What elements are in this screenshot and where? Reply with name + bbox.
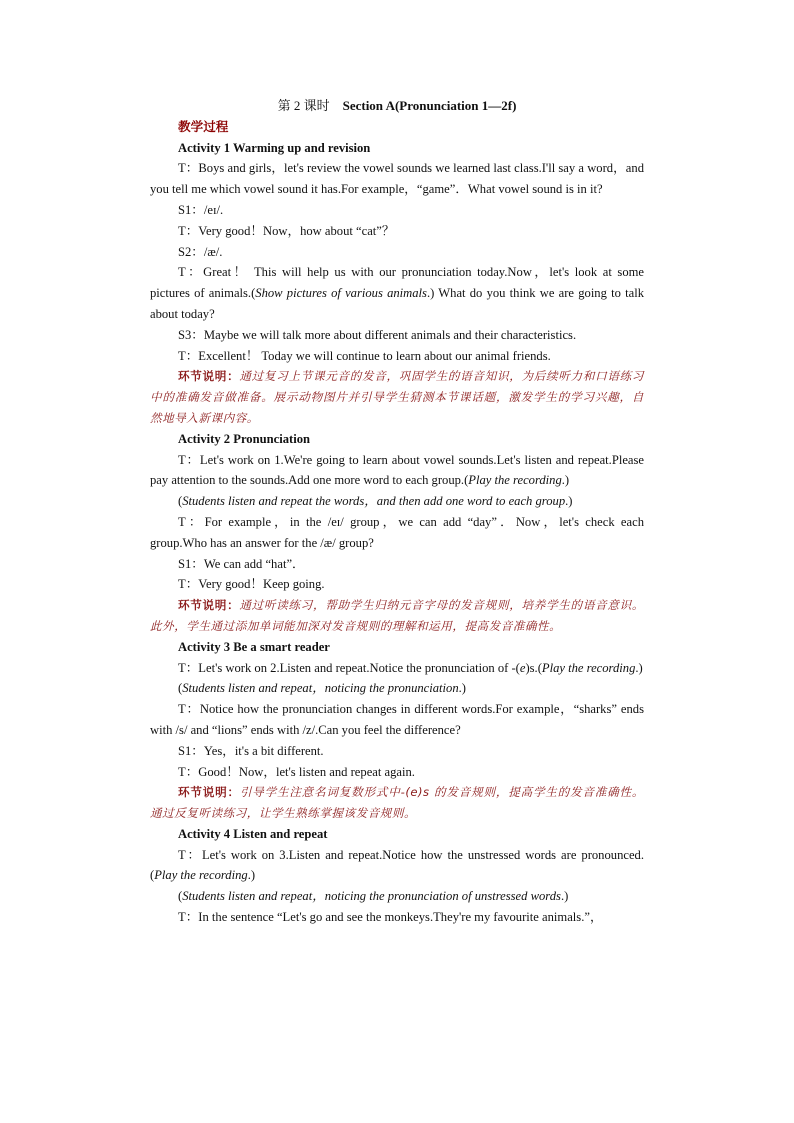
- note-text: 通过听读练习，帮助学生归纳元音字母的发音规则，培养学生的语音意识。此外，学生通过添加单词能加深对发音规则的理解和运用，提高发音准确性。: [150, 598, 644, 633]
- text-run: T：Notice how the pronunciation changes in different words.For example，“sharks” ends with /s/ and “lions” ends with /z/.Can you feel the difference?: [150, 702, 644, 737]
- note-label: 环节说明：: [178, 369, 240, 384]
- text-run: .): [560, 889, 569, 904]
- dialogue-line: [150, 845, 644, 887]
- dialogue-line: [150, 658, 644, 679]
- text-run: (: [178, 889, 183, 904]
- text-run: .): [635, 660, 643, 675]
- text-run: .): [458, 681, 466, 696]
- text-run: S2：/æ/.: [178, 244, 223, 259]
- text-run: (: [178, 494, 183, 509]
- text-run: .) What do you think we are going to talk about today?: [150, 286, 644, 321]
- italic-direction: e: [519, 660, 526, 675]
- dialogue-line: [150, 574, 644, 595]
- note-label: 环节说明：: [178, 785, 240, 800]
- text-run: .): [561, 473, 570, 488]
- note-text: 通过复习上节课元音的发音，巩固学生的语音知识，为后续听力和口语练习中的准确发音做准备。展示动物图片并引导学生猜测本节课话题，激发学生的学习兴趣，自然地导入新课内容。: [150, 369, 644, 425]
- dialogue-line: [150, 741, 644, 762]
- text-run: T：Let's work on 2.Listen and repeat.Notice the pronunciation of -(: [178, 660, 520, 675]
- activity-heading: Activity 2 Pronunciation: [178, 431, 311, 446]
- dialogue-line: [150, 886, 644, 907]
- text-run: T：Very good！Now，how about “cat”？: [178, 223, 395, 238]
- activity-heading: Activity 1 Warming up and revision: [178, 140, 371, 155]
- dialogue-line: [150, 678, 644, 699]
- text-run: .): [247, 868, 256, 883]
- text-run: T：Great！ This will help us with our pronunciation today.Now，let's look at some pictures of animals.(: [150, 265, 644, 301]
- section-note: [150, 595, 644, 637]
- section-note: [150, 366, 644, 428]
- text-run: S1：/eɪ/.: [178, 202, 224, 217]
- dialogue-line: [150, 262, 644, 324]
- text-run: T：For example，in the /eɪ/ group，we can add “day”．Now，let's check each group.Who has an answer for the /æ/ group?: [150, 514, 644, 550]
- text-run: T：Boys and girls，let's review the vowel sounds we learned last class.I'll say a word，and you tell me which vowel sound it has.For example，“game”．What vowel sound is in it?: [150, 161, 644, 197]
- text-run: .): [565, 494, 573, 509]
- text-run: T：Very good！Keep going.: [178, 577, 325, 592]
- dialogue-line: [150, 762, 644, 783]
- dialogue-line: [150, 200, 644, 221]
- text-run: S1：We can add “hat”．: [178, 556, 305, 571]
- dialogue-line: [150, 512, 644, 554]
- text-run: T：Let's work on 3.Listen and repeat.Notice how the unstressed words are pronounced.(: [150, 847, 644, 883]
- text-run: S3：Maybe we will talk more about different animals and their characteristics.: [178, 327, 577, 342]
- dialogue-line: [150, 699, 644, 741]
- text-run: S1：Yes，it's a bit different.: [178, 743, 324, 758]
- process-label: 教学过程: [178, 119, 229, 134]
- dialogue-line: [150, 158, 644, 200]
- dialogue-line: [150, 325, 644, 346]
- italic-direction: Students listen and repeat，noticing the pronunciation of unstressed words: [182, 889, 561, 904]
- section-note: [150, 782, 644, 824]
- italic-direction: Students listen and repeat the words，and then add one word to each group: [182, 494, 566, 509]
- lesson-number: 第 2 课时: [277, 98, 330, 113]
- note-text: 引导学生注意名词复数形式中-(e)s 的发音规则，提高学生的发音准确性。通过反复听读练习，让学生熟练掌握该发音规则。: [150, 785, 644, 821]
- content-blocks: [150, 138, 644, 928]
- dialogue-line: [150, 450, 644, 492]
- dialogue-line: [150, 491, 644, 512]
- dialogue-line: [150, 554, 644, 575]
- section-title: Section A(Pronunciation 1—2f): [342, 98, 517, 113]
- page-title: [150, 96, 644, 117]
- dialogue-line: [150, 221, 644, 242]
- dialogue-line: [150, 242, 644, 263]
- text-run: T：Excellent！ Today we will continue to learn about our animal friends.: [178, 348, 551, 363]
- italic-direction: Students listen and repeat，noticing the pronunciation: [182, 681, 459, 696]
- text-run: T：Good！Now，let's listen and repeat again.: [178, 764, 415, 779]
- dialogue-line: [150, 907, 644, 928]
- document-page: [150, 96, 644, 928]
- italic-direction: Show pictures of various animals: [255, 286, 427, 301]
- italic-direction: Play the recording: [541, 660, 636, 675]
- activity-heading: Activity 4 Listen and repeat: [178, 826, 328, 841]
- italic-direction: Play the recording: [154, 868, 248, 883]
- italic-direction: Play the recording: [468, 473, 562, 488]
- note-label: 环节说明：: [178, 598, 240, 613]
- text-run: (: [178, 681, 183, 696]
- activity-heading: Activity 3 Be a smart reader: [178, 639, 330, 654]
- text-run: T：In the sentence “Let's go and see the monkeys.They're my favourite animals.”，: [178, 910, 603, 925]
- text-run: )s.(: [525, 660, 542, 675]
- text-run: T：Let's work on 1.We're going to learn about vowel sounds.Let's listen and repeat.Please pay attention to the sounds.Add one more word to each group.(: [150, 452, 644, 488]
- dialogue-line: [150, 346, 644, 367]
